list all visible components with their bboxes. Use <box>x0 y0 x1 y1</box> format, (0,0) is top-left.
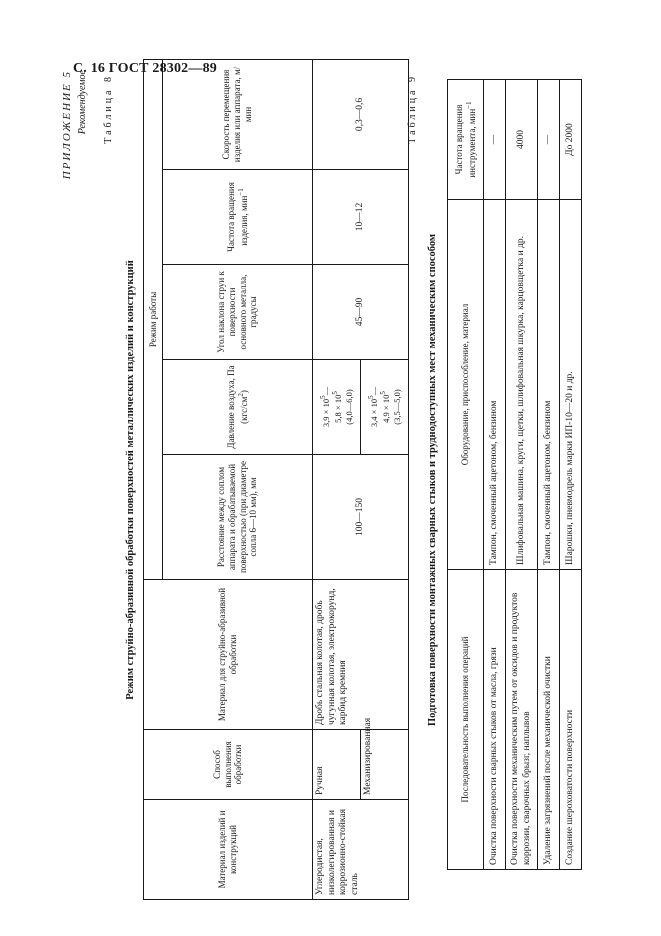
rotation-sup: −1 <box>236 188 245 196</box>
table-row <box>506 80 538 870</box>
table8-cell-abrasive: Дробь стальная колотая, дробь чугунная колотая, электрокорунд, карбид кремния <box>313 580 409 730</box>
table-row <box>560 80 582 870</box>
table9-number: Таблица 9 <box>407 74 418 144</box>
table9-operation: Создание шероховатости поверхности <box>560 570 582 870</box>
table9-equipment: Шарошки, пневмодрель марки ИП-10—20 и др. <box>560 200 582 570</box>
pm-l1b: — <box>320 386 331 396</box>
table8-header-angle: Угол наклона струи к поверхности основного металла, градусы <box>163 265 313 360</box>
pmm-l1: 3,4 × 10 <box>368 398 379 428</box>
table8-header-distance: Расстояние между соплом аппарата и обрабатываемой поверхностью (при диаметре сопла 6—10 мм), мм <box>163 455 313 580</box>
rotation-label: Частота вращения изделия, мин <box>225 182 249 252</box>
pressure-label: Давление воздуха, Па (кгс/см <box>225 365 249 449</box>
table8-header-speed: Скорость перемещения изделия или аппарата, м/мин <box>163 60 313 170</box>
pm-l3: (4,0—6,0) <box>343 389 354 425</box>
table8-cell-material: Углеродистая, низколегированная и коррозионно-стойкая сталь <box>313 800 409 900</box>
t9-rotation-sup: −1 <box>464 101 473 109</box>
table9 <box>447 79 582 870</box>
table8-cell-method-manual: Ручная <box>313 730 361 800</box>
table8-header-rotation <box>163 170 313 265</box>
table9-header-rotation <box>448 80 484 200</box>
table9-header-sequence: Последовательность выполнения операций <box>448 570 484 870</box>
table8-title: Режим струйно-абразивной обработки поверхностей металлических изделий и конструкций <box>125 260 136 700</box>
table8-cell-pressure-manual <box>313 360 361 455</box>
table8-cell-distance: 100—150 <box>313 455 409 580</box>
pmm-s1: 5 <box>367 395 376 399</box>
table9-rotation: 4000 <box>506 80 538 200</box>
table8-cell-pressure-mech <box>361 360 409 455</box>
pm-s1: 5 <box>319 395 328 399</box>
table9-header-equipment: Оборудование, приспособление, материал <box>448 200 484 570</box>
table8-header-mode: Режим работы <box>144 60 163 580</box>
table-row <box>484 80 506 870</box>
table-row <box>538 80 560 870</box>
table9-equipment: Тампон, смоченный ацетоном, бензином <box>538 200 560 570</box>
table9-equipment: Тампон, смоченный ацетоном, бензином <box>484 200 506 570</box>
table8-row-manual <box>313 60 361 900</box>
pmm-l2: 4,9 × 10 <box>381 394 392 423</box>
pm-l1: 3,9 × 10 <box>320 398 331 428</box>
pm-s2: 5 <box>331 391 340 395</box>
pressure-sup: 2 <box>236 393 245 397</box>
table8-header-material: Материал изделий и конструкций <box>144 800 313 900</box>
pressure-end: ) <box>238 390 249 394</box>
appendix-status: Рекомендуемое <box>77 70 88 135</box>
table9-rotation: — <box>538 80 560 200</box>
table9-operation: Очистка поверхности сварных стыков от масла, грязи <box>484 570 506 870</box>
pm-l2: 5,8 × 10 <box>333 394 344 423</box>
table9-title: Подготовка поверхности монтажных сварных стыков и труднодоступных мест механическим способом <box>427 233 438 727</box>
page-header: С. 16 ГОСТ 28302—89 <box>73 61 217 76</box>
table8-cell-method-mech: Механизированная <box>361 730 409 800</box>
table8-header-method: Способ выполнения обработки <box>144 730 313 800</box>
table8-header-abrasive: Материал для струйно-абразивной обработки <box>144 580 313 730</box>
table8-header-row <box>144 60 163 900</box>
table9-operation: Удаление загрязнений после механической очистки <box>538 570 560 870</box>
pmm-s2: 5 <box>379 391 388 395</box>
pmm-l3: (3,5—5,0) <box>391 389 402 425</box>
table9-equipment: Шлифовальная машина, круги, щетки, шлифовальная шкурка, карцовщетка и др. <box>506 200 538 570</box>
table8-cell-angle: 45—90 <box>313 265 409 360</box>
table9-operation: Очистка поверхности механическим путем от оксидов и продуктов коррозии, сварочных брызг, наплывов <box>506 570 538 870</box>
table8-cell-rotation: 10—12 <box>313 170 409 265</box>
table8-number: Таблица 8 <box>103 74 114 144</box>
t9-rotation-label: Частота вращения инструмента, мин <box>453 104 477 178</box>
table9-rotation: — <box>484 80 506 200</box>
table8 <box>143 59 409 900</box>
table9-header-row <box>448 80 484 870</box>
appendix-title: ПРИЛОЖЕНИЕ 5 <box>61 70 73 180</box>
table8-header-pressure <box>163 360 313 455</box>
rotated-page-content <box>59 60 589 900</box>
pmm-l1b: — <box>368 386 379 396</box>
table9-rotation: До 2000 <box>560 80 582 200</box>
table8-cell-speed: 0,3—0,6 <box>313 60 409 170</box>
